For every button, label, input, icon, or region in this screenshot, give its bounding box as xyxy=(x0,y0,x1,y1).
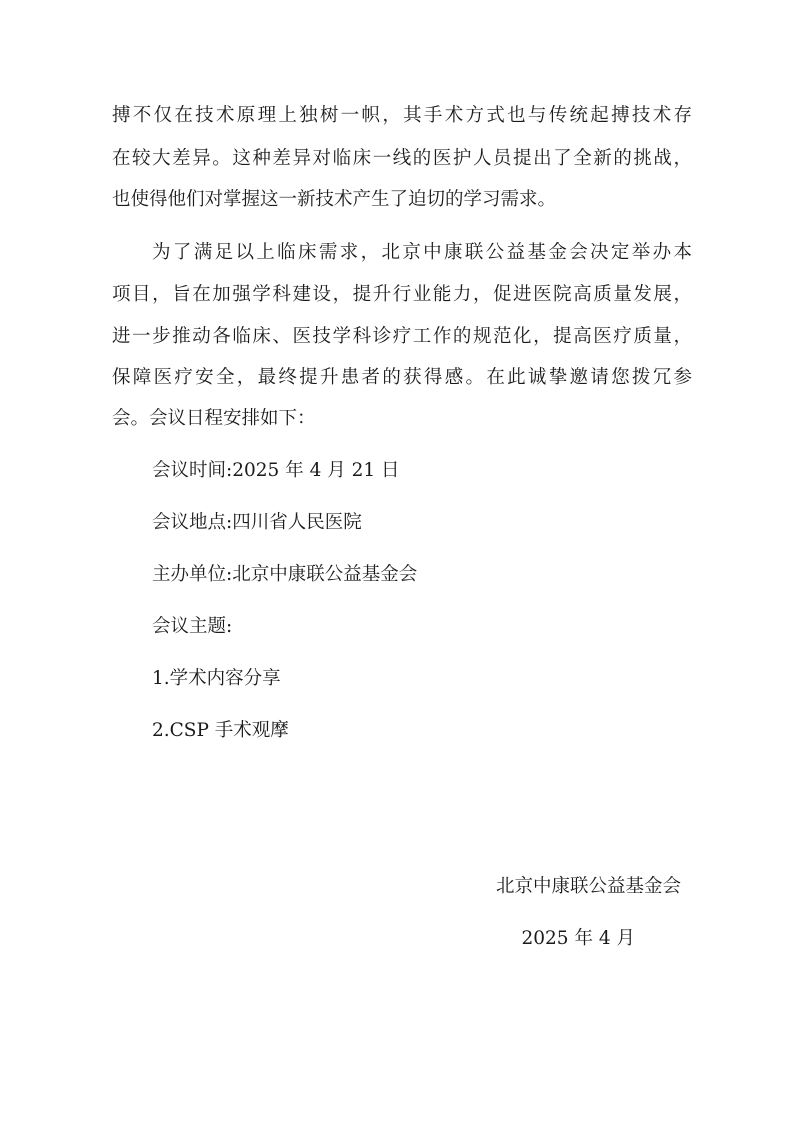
meeting-time: 会议时间:2025 年 4 月 21 日 xyxy=(152,460,400,481)
paragraph-line: 搏不仅在技术原理上独树一帜，其手术方式也与传统起搏技术存 xyxy=(112,105,692,126)
meeting-topic-item: 1.学术内容分享 xyxy=(152,668,281,689)
meeting-topic-item: 2.CSP 手术观摩 xyxy=(152,720,289,741)
paragraph-line: 在较大差异。这种差异对临床一线的医护人员提出了全新的挑战， xyxy=(112,148,692,169)
paragraph-line: 项目，旨在加强学科建设，提升行业能力，促进医院高质量发展， xyxy=(112,284,692,305)
meeting-organizer: 主办单位:北京中康联公益基金会 xyxy=(152,564,418,585)
paragraph-line: 会。会议日程安排如下： xyxy=(112,408,316,429)
signature-organization: 北京中康联公益基金会 xyxy=(495,876,681,897)
paragraph-line: 为了满足以上临床需求，北京中康联公益基金会决定举办本 xyxy=(152,242,692,263)
meeting-topic-label: 会议主题: xyxy=(152,616,233,637)
signature-date: 2025 年 4 月 xyxy=(521,928,635,949)
paragraph-line: 进一步推动各临床、医技学科诊疗工作的规范化，提高医疗质量， xyxy=(112,326,692,347)
paragraph-line: 保障医疗安全，最终提升患者的获得感。在此诚挚邀请您拨冗参 xyxy=(112,367,692,388)
paragraph-line: 也使得他们对掌握这一新技术产生了迫切的学习需求。 xyxy=(112,189,557,210)
meeting-location: 会议地点:四川省人民医院 xyxy=(152,512,362,533)
